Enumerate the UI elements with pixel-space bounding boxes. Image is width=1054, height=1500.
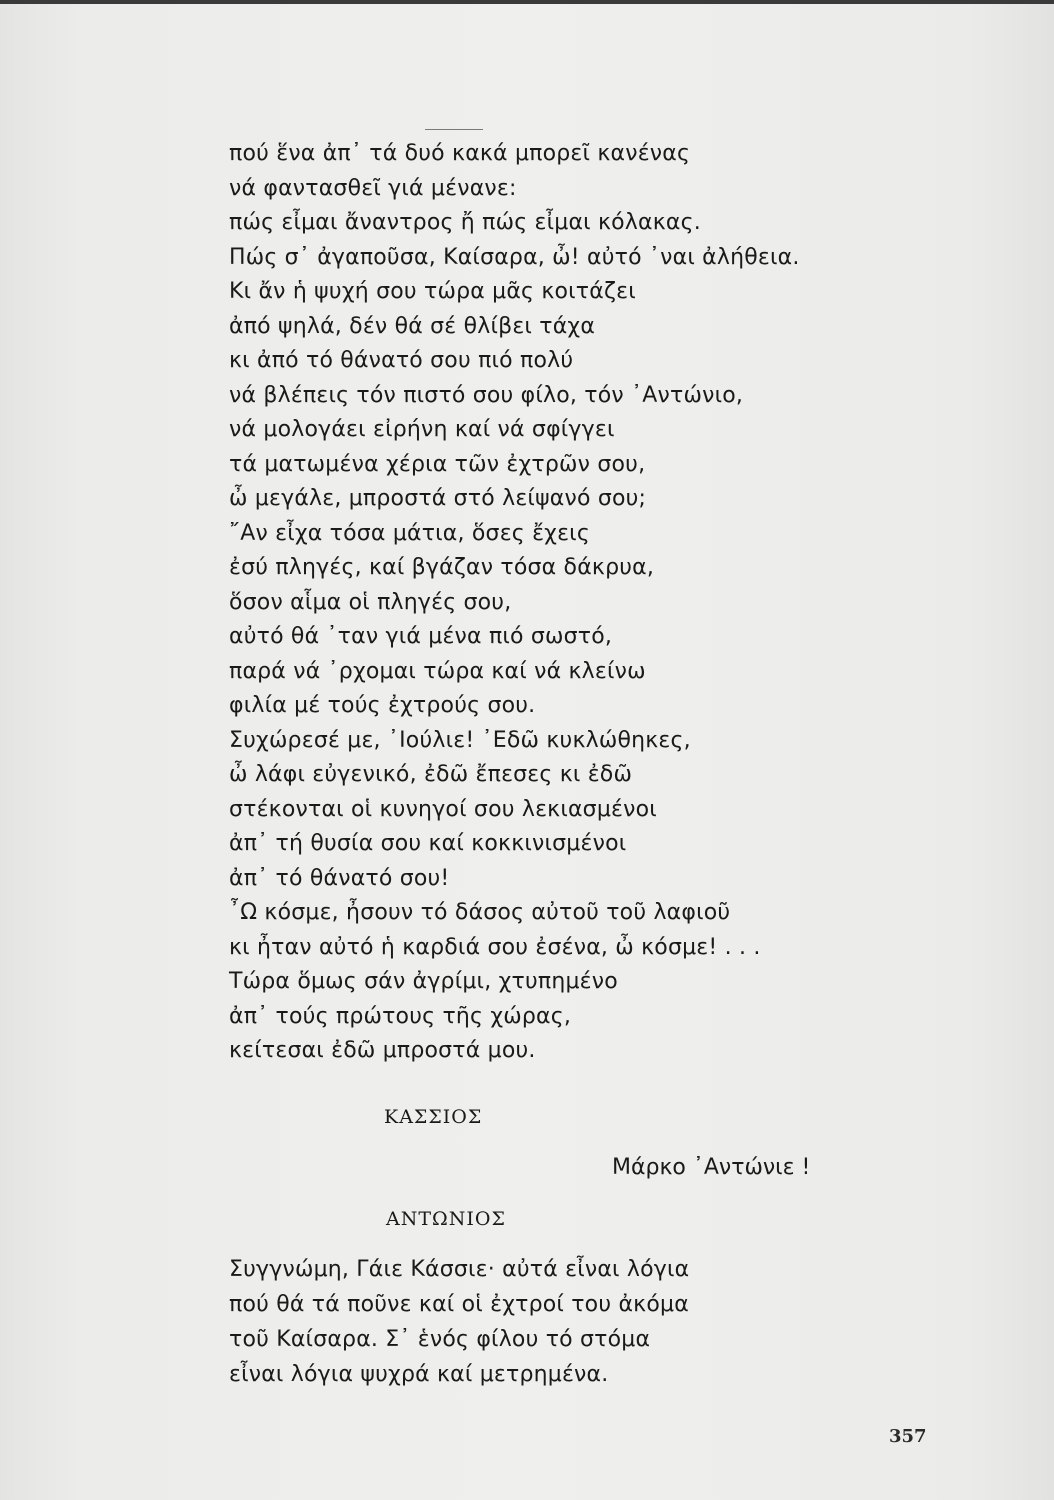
page-number: 357 [889, 1426, 927, 1447]
verse-line: πού ἕνα ἀπ᾿ τά δυό κακά μπορεῖ κανένας [229, 141, 691, 166]
verse-line: ἐσύ πληγές, καί βγάζαν τόσα δάκρυα, [229, 555, 655, 580]
verse-line: νά βλέπεις τόν πιστό σου φίλο, τόν ᾿Αντώνιο, [229, 382, 744, 408]
verse-line: ἀπό ψηλά, δέν θά σέ θλίβει τάχα [229, 313, 596, 339]
verse-line: πού θά τά ποῦνε καί οἱ ἐχτροί του ἀκόμα [229, 1292, 689, 1317]
verse-line: τοῦ Καίσαρα. Σ᾿ ἑνός φίλου τό στόμα [229, 1327, 651, 1352]
verse-line: ὦ λάφι εὐγενικό, ἐδῶ ἔπεσες κι ἐδῶ [229, 762, 633, 787]
page-top-edge [0, 0, 1054, 4]
verse-line: κι ἀπό τό θάνατό σου πιό πολύ [229, 348, 574, 373]
speaker-name-antonios: ΑΝΤΩΝΙΟΣ [386, 1208, 506, 1230]
verse-line: εἶναι λόγια ψυχρά καί μετρημένα. [229, 1362, 609, 1387]
verse-line: κείτεσαι ἐδῶ μπροστά μου. [229, 1038, 536, 1063]
verse-line: Πώς σ᾿ ἀγαποῦσα, Καίσαρα, ὦ! αὐτό ᾿ναι ἀλήθεια. [229, 244, 800, 270]
verse-line: Τώρα ὅμως σάν ἀγρίμι, χτυπημένο [229, 969, 618, 994]
verse-line: τά ματωμένα χέρια τῶν ἐχτρῶν σου, [229, 451, 646, 477]
verse-line: νά μολογάει εἰρήνη καί νά σφίγγει [229, 417, 615, 442]
verse-line: Συγγνώμη, Γάιε Κάσσιε· αὐτά εἶναι λόγια [229, 1257, 690, 1282]
verse-line: παρά νά ᾿ρχομαι τώρα καί νά κλείνω [229, 658, 646, 684]
verse-line: νά φαντασθεῖ γιά μένανε: [229, 175, 517, 201]
top-rule-divider [425, 129, 483, 130]
verse-line: ὦ μεγάλε, μπροστά στό λείψανό σου; [229, 486, 647, 511]
verse-line: αὐτό θά ᾿ταν γιά μένα πιό σωστό, [229, 624, 613, 649]
antonios-verse-block [229, 1252, 829, 1392]
verse-line: πώς εἶμαι ἄναντρος ἤ πώς εἶμαι κόλακας. [229, 210, 701, 235]
verse-block [229, 137, 909, 1069]
speaker-name-kassios: ΚΑΣΣΙΟΣ [384, 1106, 483, 1128]
verse-line: φιλία μέ τούς ἐχτρούς σου. [229, 693, 536, 718]
verse-line: ῎Αν εἶχα τόσα μάτια, ὅσες ἔχεις [229, 520, 590, 546]
verse-line: ἀπ᾿ τό θάνατό σου! [229, 865, 450, 891]
verse-line: ἀπ᾿ τούς πρώτους τῆς χώρας, [229, 1003, 572, 1029]
kassios-reply-line: Μάρκο ᾿Αντώνιε ! [612, 1155, 811, 1180]
verse-line: ῏Ω κόσμε, ἦσουν τό δάσος αὐτοῦ τοῦ λαφιοῦ [229, 900, 731, 925]
verse-line: στέκονται οἱ κυνηγοί σου λεκιασμένοι [229, 796, 657, 822]
verse-line: Συχώρεσέ με, ᾿Ιούλιε! ᾿Εδῶ κυκλώθηκες, [229, 727, 691, 753]
verse-line: Κι ἄν ἡ ψυχή σου τώρα μᾶς κοιτάζει [229, 279, 636, 304]
verse-line: κι ἦταν αὐτό ἡ καρδιά σου ἐσένα, ὦ κόσμε! . . . [229, 934, 761, 960]
verse-line: ἀπ᾿ τή θυσία σου καί κοκκινισμένοι [229, 831, 627, 856]
verse-line: ὅσον αἷμα οἱ πληγές σου, [229, 589, 512, 615]
